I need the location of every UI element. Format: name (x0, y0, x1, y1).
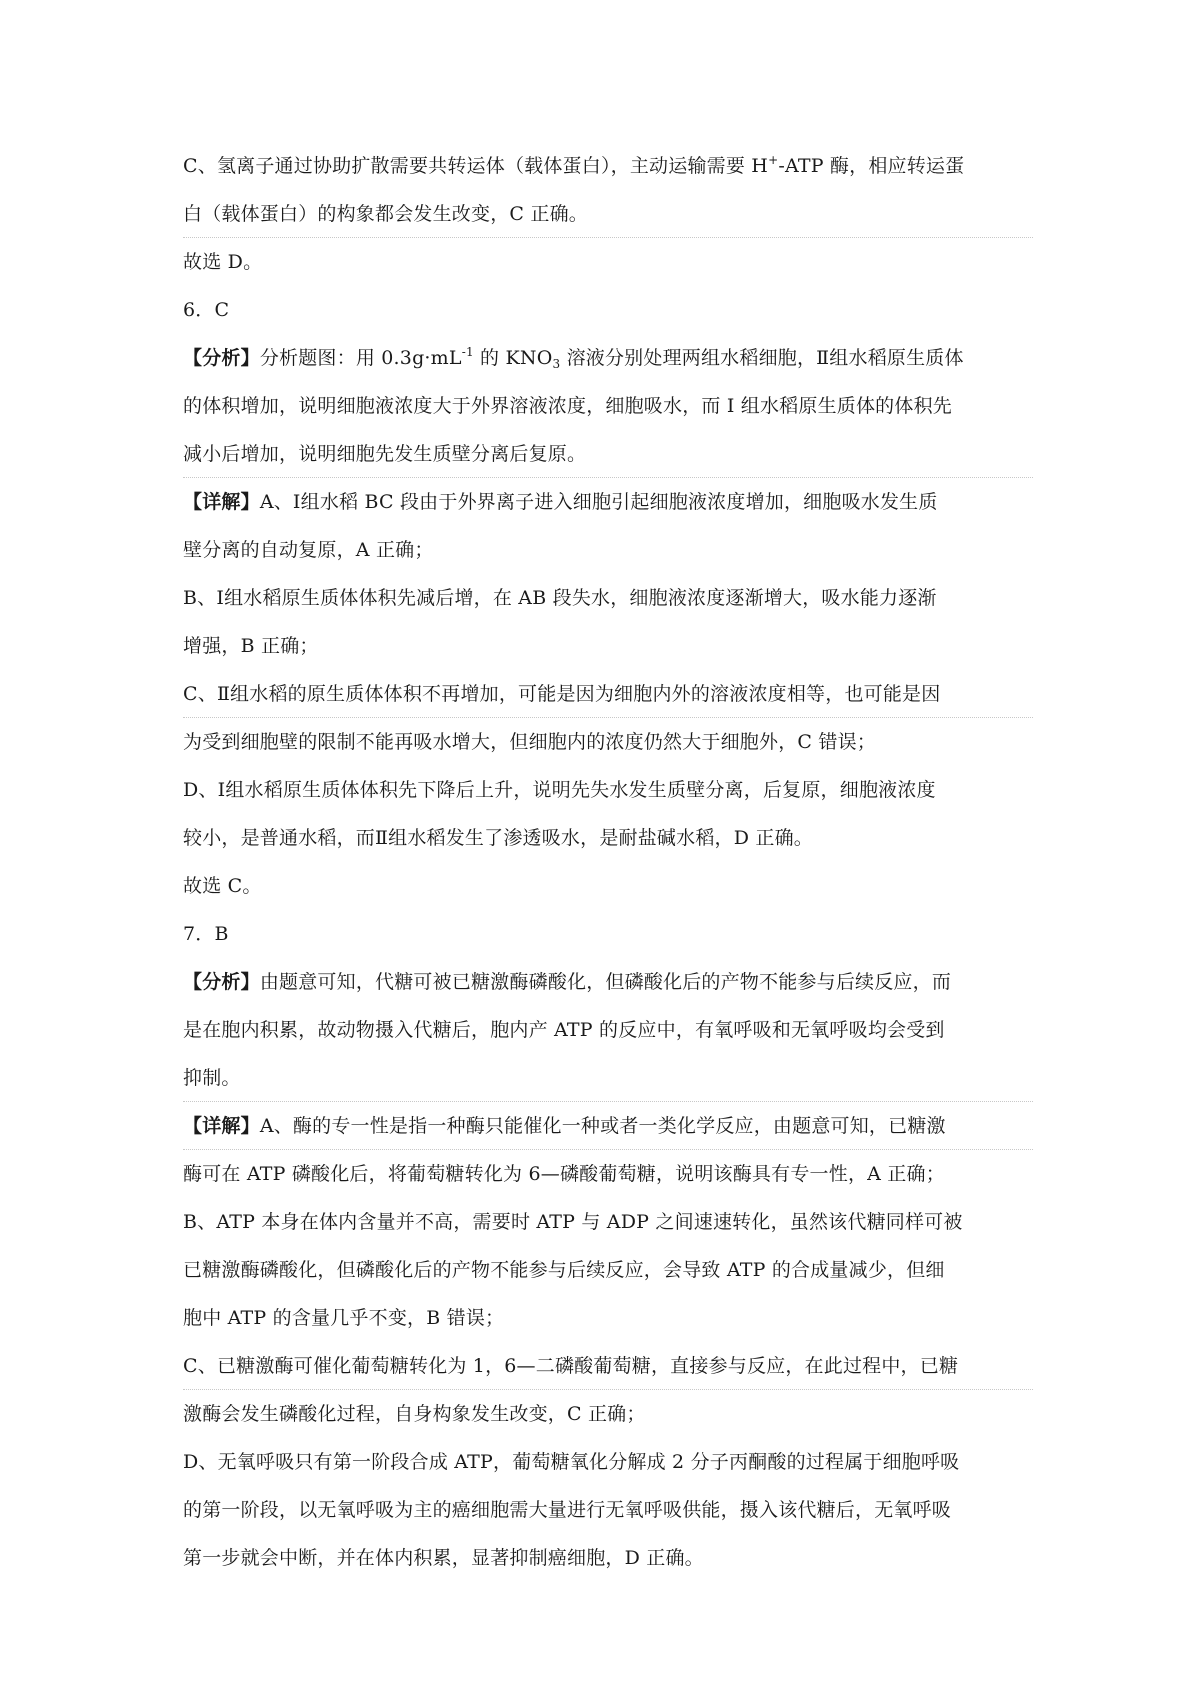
subscript: 3 (552, 357, 561, 371)
text-segment: 激酶会发生磷酸化过程，自身构象发生改变，C 正确； (183, 1403, 646, 1425)
text-line (183, 1102, 1033, 1150)
text-segment: C、已糖激酶可催化葡萄糖转化为 1，6—二磷酸葡萄糖，直接参与反应，在此过程中，已糖 (183, 1355, 959, 1377)
text-line (183, 862, 1033, 910)
text-line (183, 1342, 1033, 1390)
text-segment: 酶可在 ATP 磷酸化后，将葡萄糖转化为 6—磷酸葡萄糖，说明该酶具有专一性，A 正确； (183, 1163, 945, 1185)
text-segment: 6．C (183, 299, 230, 321)
text-segment: 故选 D。 (183, 251, 263, 273)
text-segment: 壁分离的自动复原，A 正确； (183, 539, 434, 561)
section-label: 【分析】 (183, 347, 260, 369)
text-line (183, 478, 1033, 526)
text-line (183, 1534, 1033, 1582)
text-segment: 的第一阶段，以无氧呼吸为主的癌细胞需大量进行无氧呼吸供能，摄入该代糖后，无氧呼吸 (183, 1499, 952, 1521)
text-line (183, 286, 1033, 334)
section-label: 【详解】 (183, 491, 260, 513)
text-line (183, 718, 1033, 766)
text-segment: 是在胞内积累，故动物摄入代糖后，胞内产 ATP 的反应中，有氧呼吸和无氧呼吸均会受到 (183, 1019, 945, 1041)
text-line (183, 622, 1033, 670)
text-segment: 已糖激酶磷酸化，但磷酸化后的产物不能参与后续反应，会导致 ATP 的合成量减少，但细 (183, 1259, 945, 1281)
text-segment: 较小，是普通水稻，而Ⅱ组水稻发生了渗透吸水，是耐盐碱水稻，D 正确。 (183, 827, 813, 849)
text-line (183, 382, 1033, 430)
text-line (183, 1054, 1033, 1102)
text-line (183, 1294, 1033, 1342)
text-segment: 增强，B 正确； (183, 635, 319, 657)
text-segment: D、无氧呼吸只有第一阶段合成 ATP，葡萄糖氧化分解成 2 分子丙酮酸的过程属于细胞呼吸 (183, 1451, 960, 1473)
text-line (183, 1246, 1033, 1294)
text-line (183, 1150, 1033, 1198)
text-line (183, 1486, 1033, 1534)
section-label: 【详解】 (183, 1115, 260, 1137)
text-line (183, 190, 1033, 238)
text-line (183, 238, 1033, 286)
text-line (183, 1198, 1033, 1246)
text-segment: C、Ⅱ组水稻的原生质体体积不再增加，可能是因为细胞内外的溶液浓度相等，也可能是因 (183, 683, 941, 705)
superscript: + (768, 153, 779, 167)
text-segment: 第一步就会中断，并在体内积累，显著抑制癌细胞，D 正确。 (183, 1547, 704, 1569)
section-label: 【分析】 (183, 971, 260, 993)
text-segment: 为受到细胞壁的限制不能再吸水增大，但细胞内的浓度仍然大于细胞外，C 错误； (183, 731, 876, 753)
text-segment: 减小后增加，说明细胞先发生质壁分离后复原。 (183, 443, 587, 465)
superscript: -1 (461, 345, 474, 359)
text-segment: B、Ⅰ组水稻原生质体体积先减后增，在 AB 段失水，细胞液浓度逐渐增大，吸水能力逐渐 (183, 587, 937, 609)
text-segment: 胞中 ATP 的含量几乎不变，B 错误； (183, 1307, 505, 1329)
text-segment: 7．B (183, 923, 229, 945)
text-segment: 分析题图：用 0.3g·mL (259, 347, 462, 369)
text-segment: A、酶的专一性是指一种酶只能催化一种或者一类化学反应，由题意可知，已糖激 (259, 1115, 946, 1137)
text-segment: 故选 C。 (183, 875, 262, 897)
text-line (183, 526, 1033, 574)
text-segment: C、氢离子通过协助扩散需要共转运体（载体蛋白），主动运输需要 H (183, 155, 769, 177)
text-line (183, 814, 1033, 862)
text-line (183, 958, 1033, 1006)
text-segment: 溶液分别处理两组水稻细胞，Ⅱ组水稻原生质体 (560, 347, 964, 369)
text-segment: 白（载体蛋白）的构象都会发生改变，C 正确。 (183, 203, 588, 225)
text-segment: D、Ⅰ组水稻原生质体体积先下降后上升，说明先失水发生质壁分离，后复原，细胞液浓度 (183, 779, 936, 801)
text-line (183, 1006, 1033, 1054)
text-segment: 的 KNO (473, 347, 553, 369)
text-segment: 的体积增加，说明细胞液浓度大于外界溶液浓度，细胞吸水，而 I 组水稻原生质体的体积先 (183, 395, 952, 417)
text-line (183, 670, 1033, 718)
text-segment: B、ATP 本身在体内含量并不高，需要时 ATP 与 ADP 之间速速转化，虽然该代糖同样可被 (183, 1211, 963, 1233)
text-segment: A、Ⅰ组水稻 BC 段由于外界离子进入细胞引起细胞液浓度增加，细胞吸水发生质 (259, 491, 938, 513)
text-line (183, 142, 1033, 190)
text-line (183, 334, 1033, 382)
text-line (183, 910, 1033, 958)
text-line (183, 430, 1033, 478)
text-line (183, 1390, 1033, 1438)
document-page (183, 142, 1033, 1582)
text-segment: -ATP 酶，相应转运蛋 (778, 155, 965, 177)
text-segment: 由题意可知，代糖可被已糖激酶磷酸化，但磷酸化后的产物不能参与后续反应，而 (259, 971, 952, 993)
text-line (183, 574, 1033, 622)
text-line (183, 766, 1033, 814)
text-segment: 抑制。 (183, 1067, 241, 1089)
text-line (183, 1438, 1033, 1486)
